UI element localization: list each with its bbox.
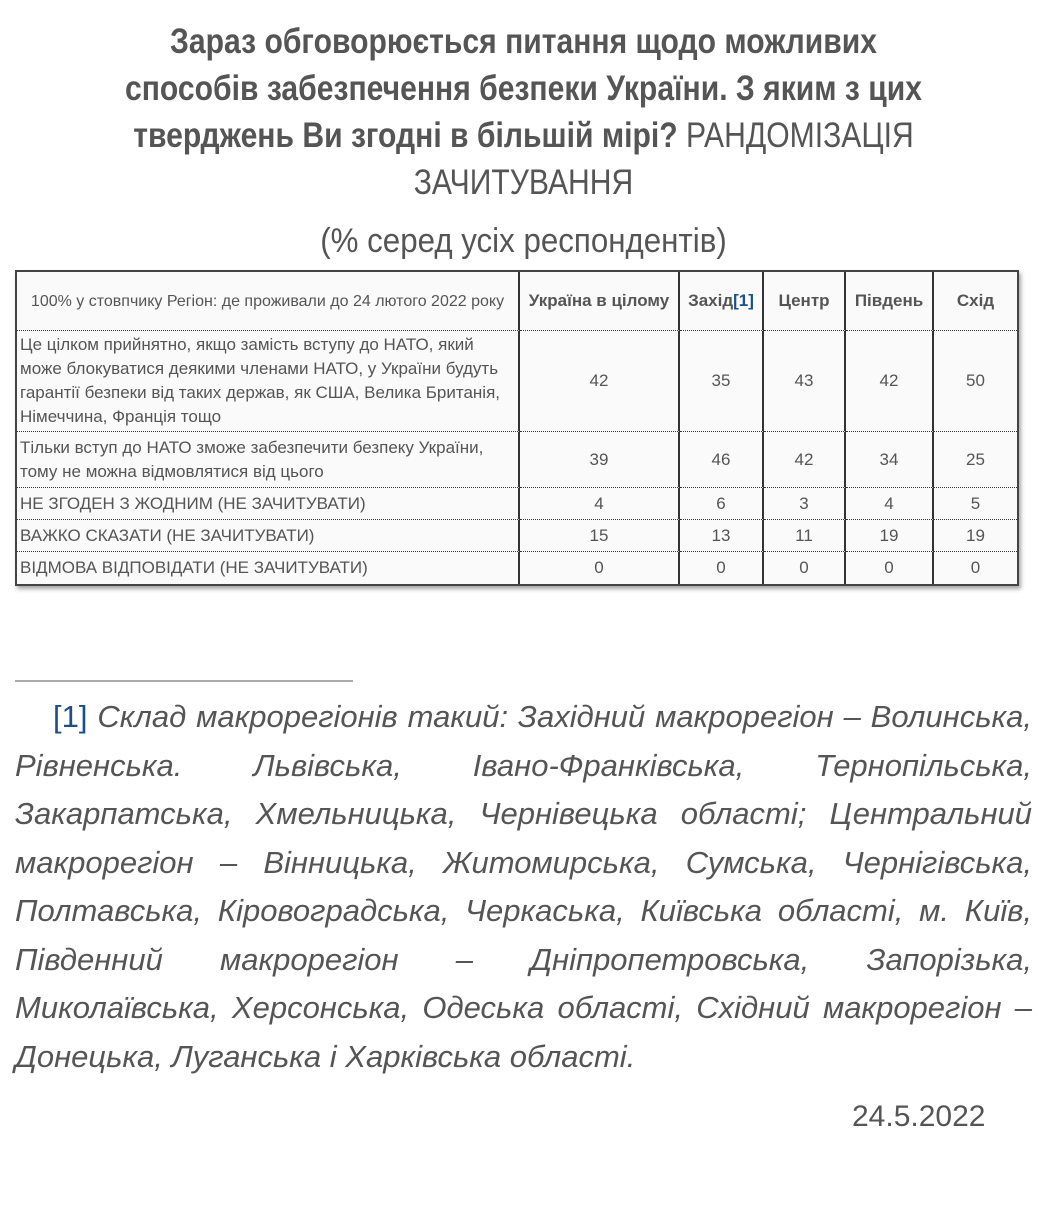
- results-table: [15, 270, 1019, 586]
- table-header-row: [17, 272, 1017, 331]
- table-cell: 0: [520, 552, 680, 584]
- table-cell: 42: [764, 432, 846, 488]
- footnote-text: Склад макрорегіонів такий: Західний макрорегіон – Волинська, Рівненська. Львівська, Івано-Франківська, Тернопільська, Закарпатська, Хмельницька, Чернівецька області; Центральний макрорегіон – Вінницька, Житомирська, Сумська, Чернігівська, Полтавська, Кіровоградська, Черкаська, Київська області, м. Київ, Південний макрорегіон – Дніпропетровська, Запорізька, Миколаївська, Херсонська, Одеська області, Східний макрорегіон – Донецька, Луганська і Харківська області.: [15, 699, 1032, 1074]
- column-header: Захід[1]: [680, 272, 764, 331]
- footnote-link[interactable]: [1]: [733, 291, 754, 310]
- table-cell: 4: [846, 488, 934, 520]
- table-cell: 5: [934, 488, 1017, 520]
- title-line-3: тверджень Ви згодні в більшій мірі?: [133, 116, 678, 155]
- title-line-1: Зараз обговорюється питання щодо можливих: [170, 22, 877, 61]
- subtitle: (% серед усіх респондентів): [320, 222, 727, 260]
- table-cell: 42: [520, 331, 680, 432]
- title-line-2: способів забезпечення безпеки України. З яким з цих: [125, 69, 922, 108]
- table-cell: 43: [764, 331, 846, 432]
- row-label: НЕ ЗГОДЕН З ЖОДНИМ (НЕ ЗАЧИТУВАТИ): [17, 488, 520, 520]
- row-label: ВІДМОВА ВІДПОВІДАТИ (НЕ ЗАЧИТУВАТИ): [17, 552, 520, 584]
- table-row: [17, 331, 1017, 432]
- randomization-note: РАНДОМІЗАЦІЯ: [685, 116, 914, 155]
- table-cell: 39: [520, 432, 680, 488]
- publication-date: 24.5.2022: [852, 1100, 986, 1133]
- footnote: [15, 693, 1032, 1081]
- table-cell: 34: [846, 432, 934, 488]
- table-cell: 6: [680, 488, 764, 520]
- table-cell: 50: [934, 331, 1017, 432]
- table-cell: 25: [934, 432, 1017, 488]
- footnote-backlink[interactable]: [1]: [53, 699, 88, 734]
- footnote-divider: [15, 680, 353, 682]
- question-title: [0, 18, 1047, 206]
- table-cell: 46: [680, 432, 764, 488]
- row-label: Тільки вступ до НАТО зможе забезпечити безпеку України, тому не можна відмовлятися від цього: [17, 432, 520, 488]
- row-label: ВАЖКО СКАЗАТИ (НЕ ЗАЧИТУВАТИ): [17, 520, 520, 552]
- table-row: [17, 432, 1017, 488]
- table-cell: 4: [520, 488, 680, 520]
- table-cell: 19: [934, 520, 1017, 552]
- table-cell: 3: [764, 488, 846, 520]
- table-cell: 35: [680, 331, 764, 432]
- column-header: Центр: [764, 272, 846, 331]
- row-label: Це цілком прийнятно, якщо замість вступу до НАТО, який може блокуватися деякими членами НАТО, у України будуть гарантії безпеки від таких держав, як США, Велика Британія, Німеччина, Франція тощо: [17, 331, 520, 432]
- table-cell: 19: [846, 520, 934, 552]
- table-cell: 0: [970, 558, 981, 577]
- table-cell: 13: [680, 520, 764, 552]
- table-cell: 0: [680, 552, 764, 584]
- table-row: [17, 520, 1017, 552]
- column-header: Україна в цілому: [520, 272, 680, 331]
- table-cell: 0: [764, 552, 846, 584]
- column-header: Південь: [846, 272, 934, 331]
- table-row: [17, 488, 1017, 520]
- corner-header: 100% у стовпчику Регіон: де проживали до 24 лютого 2022 року: [17, 272, 520, 331]
- table-cell: 0: [846, 552, 934, 584]
- reading-note: ЗАЧИТУВАННЯ: [413, 163, 634, 202]
- table-row: [17, 552, 1017, 584]
- table-cell: 11: [764, 520, 846, 552]
- table-cell: 15: [520, 520, 680, 552]
- table-cell: 42: [846, 331, 934, 432]
- column-header: Схід: [934, 272, 1017, 331]
